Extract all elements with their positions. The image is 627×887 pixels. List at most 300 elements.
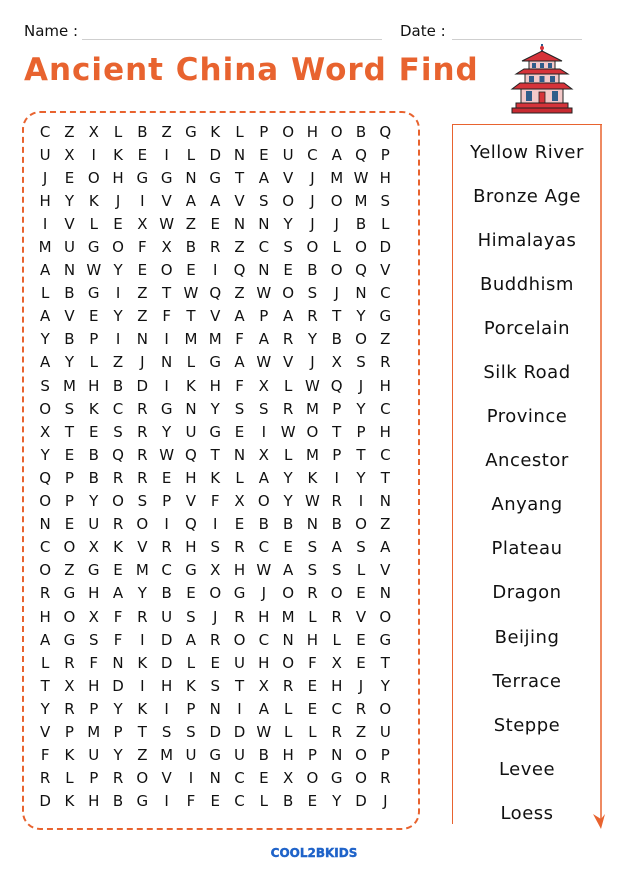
- grid-letter[interactable]: U: [234, 653, 246, 672]
- grid-letter[interactable]: W: [86, 261, 102, 280]
- grid-letter[interactable]: O: [282, 653, 295, 672]
- grid-letter[interactable]: V: [64, 214, 75, 233]
- grid-letter[interactable]: O: [87, 168, 100, 187]
- grid-letter[interactable]: C: [258, 538, 270, 557]
- grid-letter[interactable]: G: [209, 353, 222, 372]
- grid-letter[interactable]: H: [185, 538, 197, 557]
- grid-letter[interactable]: I: [140, 676, 145, 695]
- grid-letter[interactable]: Y: [307, 330, 317, 349]
- grid-letter[interactable]: O: [282, 122, 295, 141]
- grid-letter[interactable]: C: [380, 445, 391, 464]
- grid-letter[interactable]: I: [358, 492, 364, 511]
- grid-letter[interactable]: L: [283, 722, 293, 741]
- grid-letter[interactable]: X: [258, 445, 269, 464]
- grid-letter[interactable]: L: [308, 607, 317, 626]
- grid-letter[interactable]: Q: [112, 445, 124, 464]
- grid-letter[interactable]: Z: [234, 284, 245, 303]
- grid-letter[interactable]: B: [64, 284, 75, 303]
- grid-letter[interactable]: C: [380, 284, 391, 303]
- grid-letter[interactable]: B: [64, 330, 75, 349]
- grid-letter[interactable]: K: [88, 191, 99, 210]
- grid-letter[interactable]: O: [39, 399, 52, 418]
- grid-letter[interactable]: B: [355, 214, 367, 233]
- grid-letter[interactable]: R: [39, 584, 51, 603]
- grid-letter[interactable]: T: [356, 445, 366, 464]
- grid-letter[interactable]: M: [330, 168, 344, 187]
- grid-letter[interactable]: X: [258, 676, 269, 695]
- grid-letter[interactable]: S: [234, 399, 245, 418]
- grid-letter[interactable]: X: [210, 561, 221, 580]
- grid-letter[interactable]: G: [185, 561, 197, 580]
- grid-letter[interactable]: V: [380, 561, 391, 580]
- grid-letter[interactable]: E: [186, 261, 196, 280]
- grid-letter[interactable]: B: [331, 330, 342, 349]
- grid-letter[interactable]: A: [258, 468, 269, 487]
- grid-letter[interactable]: Y: [380, 676, 390, 695]
- grid-letter[interactable]: H: [185, 468, 197, 487]
- grid-letter[interactable]: X: [331, 353, 342, 372]
- grid-letter[interactable]: A: [331, 145, 342, 164]
- grid-letter[interactable]: M: [38, 238, 52, 257]
- grid-letter[interactable]: E: [161, 468, 172, 487]
- grid-letter[interactable]: G: [87, 561, 100, 580]
- grid-letter[interactable]: Y: [40, 699, 50, 718]
- grid-letter[interactable]: A: [380, 538, 391, 557]
- grid-letter[interactable]: G: [379, 307, 392, 326]
- grid-letter[interactable]: Z: [112, 353, 124, 372]
- grid-letter[interactable]: N: [39, 515, 51, 534]
- grid-letter[interactable]: N: [379, 584, 391, 603]
- grid-letter[interactable]: S: [380, 191, 391, 210]
- grid-letter[interactable]: P: [332, 445, 342, 464]
- grid-letter[interactable]: O: [282, 284, 295, 303]
- grid-letter[interactable]: Y: [283, 214, 293, 233]
- grid-letter[interactable]: P: [64, 492, 74, 511]
- grid-letter[interactable]: L: [283, 376, 293, 395]
- grid-letter[interactable]: I: [164, 145, 169, 164]
- grid-letter[interactable]: F: [113, 630, 123, 649]
- grid-letter[interactable]: O: [112, 238, 124, 257]
- grid-letter[interactable]: Z: [137, 307, 148, 326]
- grid-letter[interactable]: C: [331, 699, 342, 718]
- grid-letter[interactable]: Y: [113, 261, 123, 280]
- grid-letter[interactable]: O: [355, 330, 367, 349]
- grid-letter[interactable]: H: [379, 422, 391, 441]
- grid-letter[interactable]: L: [332, 238, 341, 257]
- grid-letter[interactable]: I: [164, 376, 169, 395]
- grid-letter[interactable]: E: [210, 792, 220, 811]
- grid-letter[interactable]: B: [331, 515, 342, 534]
- grid-letter[interactable]: Y: [64, 191, 75, 210]
- grid-letter[interactable]: R: [39, 769, 51, 788]
- grid-letter[interactable]: R: [331, 722, 342, 741]
- grid-letter[interactable]: O: [282, 191, 295, 210]
- grid-letter[interactable]: W: [304, 492, 320, 511]
- grid-letter[interactable]: S: [307, 561, 318, 580]
- grid-letter[interactable]: L: [283, 445, 293, 464]
- grid-letter[interactable]: B: [161, 584, 172, 603]
- grid-letter[interactable]: A: [185, 630, 197, 649]
- grid-letter[interactable]: R: [331, 492, 342, 511]
- grid-letter[interactable]: V: [185, 492, 197, 511]
- grid-letter[interactable]: W: [183, 284, 199, 303]
- grid-letter[interactable]: O: [136, 769, 149, 788]
- grid-letter[interactable]: R: [380, 769, 391, 788]
- grid-letter[interactable]: S: [356, 353, 366, 372]
- grid-letter[interactable]: G: [379, 630, 392, 649]
- grid-letter[interactable]: S: [259, 191, 269, 210]
- grid-letter[interactable]: R: [307, 307, 318, 326]
- grid-letter[interactable]: J: [140, 353, 145, 372]
- grid-letter[interactable]: F: [138, 238, 147, 257]
- grid-letter[interactable]: B: [112, 792, 124, 811]
- grid-letter[interactable]: O: [355, 746, 367, 765]
- grid-letter[interactable]: X: [88, 538, 99, 557]
- grid-letter[interactable]: K: [113, 145, 123, 164]
- grid-letter[interactable]: M: [354, 191, 368, 210]
- grid-letter[interactable]: W: [159, 214, 175, 233]
- grid-letter[interactable]: W: [256, 353, 272, 372]
- grid-letter[interactable]: A: [282, 307, 294, 326]
- grid-letter[interactable]: H: [88, 792, 100, 811]
- grid-letter[interactable]: Y: [89, 492, 99, 511]
- grid-letter[interactable]: N: [161, 353, 173, 372]
- grid-letter[interactable]: X: [137, 214, 148, 233]
- grid-letter[interactable]: Y: [283, 468, 293, 487]
- grid-letter[interactable]: O: [306, 422, 319, 441]
- grid-letter[interactable]: D: [160, 630, 173, 649]
- grid-letter[interactable]: F: [113, 607, 123, 626]
- grid-letter[interactable]: M: [135, 561, 149, 580]
- grid-letter[interactable]: R: [210, 238, 221, 257]
- grid-letter[interactable]: W: [256, 561, 272, 580]
- grid-letter[interactable]: K: [210, 122, 221, 141]
- grid-letter[interactable]: T: [234, 676, 245, 695]
- grid-letter[interactable]: G: [63, 584, 76, 603]
- grid-letter[interactable]: C: [307, 145, 318, 164]
- grid-letter[interactable]: P: [380, 746, 390, 765]
- letter-grid[interactable]: [33, 120, 411, 813]
- grid-letter[interactable]: L: [186, 653, 196, 672]
- grid-letter[interactable]: V: [40, 722, 51, 741]
- grid-letter[interactable]: X: [40, 422, 51, 441]
- grid-letter[interactable]: Z: [64, 561, 75, 580]
- grid-letter[interactable]: N: [233, 214, 246, 233]
- grid-letter[interactable]: R: [282, 399, 294, 418]
- grid-letter[interactable]: Q: [209, 284, 222, 303]
- grid-letter[interactable]: L: [113, 122, 123, 141]
- grid-letter[interactable]: S: [186, 722, 196, 741]
- grid-letter[interactable]: A: [258, 168, 269, 187]
- grid-letter[interactable]: F: [210, 492, 220, 511]
- grid-letter[interactable]: N: [185, 168, 197, 187]
- grid-letter[interactable]: Y: [40, 445, 50, 464]
- grid-letter[interactable]: D: [112, 676, 124, 695]
- grid-letter[interactable]: O: [112, 492, 124, 511]
- grid-letter[interactable]: R: [210, 630, 221, 649]
- grid-letter[interactable]: G: [209, 746, 222, 765]
- grid-letter[interactable]: H: [379, 376, 391, 395]
- grid-letter[interactable]: V: [282, 168, 294, 187]
- grid-letter[interactable]: E: [356, 584, 366, 603]
- grid-letter[interactable]: M: [281, 607, 295, 626]
- grid-letter[interactable]: O: [330, 261, 343, 280]
- grid-letter[interactable]: C: [39, 538, 51, 557]
- grid-letter[interactable]: E: [64, 515, 75, 534]
- grid-letter[interactable]: Q: [185, 445, 197, 464]
- grid-letter[interactable]: R: [234, 607, 245, 626]
- grid-letter[interactable]: S: [331, 561, 342, 580]
- grid-letter[interactable]: E: [89, 307, 99, 326]
- grid-letter[interactable]: L: [259, 792, 268, 811]
- grid-letter[interactable]: I: [115, 284, 121, 303]
- grid-letter[interactable]: F: [162, 307, 171, 326]
- grid-letter[interactable]: Q: [233, 261, 246, 280]
- grid-letter[interactable]: V: [282, 353, 294, 372]
- grid-letter[interactable]: G: [330, 769, 343, 788]
- grid-letter[interactable]: E: [307, 792, 318, 811]
- grid-letter[interactable]: C: [258, 238, 270, 257]
- grid-letter[interactable]: N: [282, 630, 294, 649]
- grid-letter[interactable]: O: [63, 538, 76, 557]
- grid-letter[interactable]: W: [280, 422, 296, 441]
- grid-letter[interactable]: M: [87, 722, 101, 741]
- grid-letter[interactable]: V: [64, 307, 75, 326]
- grid-letter[interactable]: E: [259, 145, 269, 164]
- grid-letter[interactable]: P: [259, 122, 269, 141]
- grid-letter[interactable]: X: [64, 676, 75, 695]
- name-line[interactable]: [82, 39, 382, 40]
- grid-letter[interactable]: U: [88, 746, 100, 765]
- grid-letter[interactable]: N: [258, 261, 270, 280]
- grid-letter[interactable]: H: [88, 376, 100, 395]
- grid-letter[interactable]: G: [87, 238, 100, 257]
- grid-letter[interactable]: B: [88, 445, 99, 464]
- grid-letter[interactable]: J: [310, 214, 315, 233]
- grid-letter[interactable]: T: [332, 307, 342, 326]
- grid-letter[interactable]: H: [331, 676, 343, 695]
- grid-letter[interactable]: J: [115, 191, 121, 210]
- grid-letter[interactable]: A: [40, 261, 51, 280]
- grid-letter[interactable]: Y: [137, 584, 147, 603]
- grid-letter[interactable]: X: [282, 769, 294, 788]
- grid-letter[interactable]: R: [112, 769, 124, 788]
- grid-letter[interactable]: J: [310, 191, 315, 210]
- grid-letter[interactable]: H: [39, 191, 51, 210]
- grid-letter[interactable]: W: [159, 445, 175, 464]
- grid-letter[interactable]: A: [185, 191, 197, 210]
- grid-letter[interactable]: K: [210, 468, 221, 487]
- grid-letter[interactable]: V: [161, 191, 172, 210]
- grid-letter[interactable]: P: [162, 492, 172, 511]
- grid-letter[interactable]: D: [209, 145, 221, 164]
- grid-letter[interactable]: E: [234, 515, 245, 534]
- grid-letter[interactable]: K: [137, 653, 148, 672]
- grid-letter[interactable]: L: [186, 145, 196, 164]
- grid-letter[interactable]: D: [233, 722, 246, 741]
- grid-letter[interactable]: W: [353, 168, 369, 187]
- grid-letter[interactable]: E: [259, 769, 269, 788]
- grid-letter[interactable]: A: [258, 699, 269, 718]
- grid-letter[interactable]: C: [39, 122, 51, 141]
- grid-letter[interactable]: L: [283, 699, 293, 718]
- grid-letter[interactable]: V: [234, 191, 245, 210]
- grid-letter[interactable]: P: [89, 699, 99, 718]
- grid-letter[interactable]: R: [331, 607, 342, 626]
- grid-letter[interactable]: I: [164, 792, 169, 811]
- grid-letter[interactable]: R: [112, 468, 124, 487]
- grid-letter[interactable]: O: [355, 769, 367, 788]
- grid-letter[interactable]: O: [306, 238, 319, 257]
- grid-letter[interactable]: R: [137, 445, 148, 464]
- grid-letter[interactable]: H: [258, 653, 270, 672]
- grid-letter[interactable]: X: [88, 607, 99, 626]
- grid-letter[interactable]: Y: [113, 746, 123, 765]
- grid-letter[interactable]: R: [380, 353, 391, 372]
- grid-letter[interactable]: R: [137, 422, 148, 441]
- grid-letter[interactable]: I: [140, 191, 145, 210]
- grid-letter[interactable]: K: [64, 792, 75, 811]
- grid-letter[interactable]: E: [210, 214, 220, 233]
- grid-letter[interactable]: C: [234, 792, 245, 811]
- grid-letter[interactable]: P: [186, 699, 196, 718]
- grid-letter[interactable]: R: [64, 699, 75, 718]
- grid-letter[interactable]: A: [234, 353, 245, 372]
- grid-letter[interactable]: I: [42, 214, 48, 233]
- grid-letter[interactable]: K: [186, 676, 196, 695]
- grid-letter[interactable]: O: [282, 584, 295, 603]
- grid-letter[interactable]: P: [332, 399, 342, 418]
- grid-letter[interactable]: I: [213, 261, 218, 280]
- grid-letter[interactable]: E: [283, 538, 293, 557]
- grid-letter[interactable]: R: [137, 468, 148, 487]
- grid-letter[interactable]: P: [307, 746, 317, 765]
- grid-letter[interactable]: L: [89, 214, 98, 233]
- grid-letter[interactable]: I: [164, 515, 169, 534]
- grid-letter[interactable]: Y: [113, 307, 123, 326]
- grid-letter[interactable]: L: [40, 284, 50, 303]
- grid-letter[interactable]: E: [113, 561, 123, 580]
- grid-letter[interactable]: O: [355, 515, 367, 534]
- grid-letter[interactable]: J: [213, 607, 218, 626]
- grid-letter[interactable]: O: [379, 699, 392, 718]
- grid-letter[interactable]: M: [160, 746, 174, 765]
- grid-letter[interactable]: S: [307, 538, 318, 557]
- grid-letter[interactable]: N: [63, 261, 76, 280]
- grid-letter[interactable]: X: [258, 376, 269, 395]
- grid-letter[interactable]: X: [88, 122, 99, 141]
- grid-letter[interactable]: E: [89, 422, 99, 441]
- grid-letter[interactable]: G: [136, 792, 149, 811]
- grid-letter[interactable]: L: [381, 214, 390, 233]
- grid-letter[interactable]: O: [257, 492, 270, 511]
- grid-letter[interactable]: O: [330, 191, 343, 210]
- grid-letter[interactable]: Z: [185, 214, 197, 233]
- grid-letter[interactable]: H: [88, 676, 100, 695]
- grid-letter[interactable]: I: [164, 699, 169, 718]
- grid-letter[interactable]: I: [334, 468, 339, 487]
- grid-letter[interactable]: N: [233, 145, 246, 164]
- grid-letter[interactable]: S: [210, 538, 220, 557]
- grid-letter[interactable]: U: [379, 722, 391, 741]
- grid-letter[interactable]: Y: [64, 353, 75, 372]
- grid-letter[interactable]: K: [113, 538, 123, 557]
- grid-letter[interactable]: T: [186, 307, 196, 326]
- grid-letter[interactable]: G: [63, 630, 76, 649]
- grid-letter[interactable]: O: [379, 607, 392, 626]
- grid-letter[interactable]: J: [310, 168, 315, 187]
- grid-letter[interactable]: Y: [113, 699, 123, 718]
- grid-letter[interactable]: K: [88, 399, 99, 418]
- grid-letter[interactable]: F: [186, 792, 196, 811]
- grid-letter[interactable]: I: [140, 630, 145, 649]
- grid-letter[interactable]: H: [306, 122, 319, 141]
- grid-letter[interactable]: R: [234, 538, 245, 557]
- grid-letter[interactable]: L: [65, 769, 74, 788]
- grid-letter[interactable]: L: [89, 353, 98, 372]
- grid-letter[interactable]: Y: [332, 792, 342, 811]
- grid-letter[interactable]: Q: [355, 145, 367, 164]
- grid-letter[interactable]: H: [160, 676, 173, 695]
- grid-letter[interactable]: H: [112, 168, 124, 187]
- grid-letter[interactable]: O: [209, 584, 222, 603]
- grid-letter[interactable]: R: [64, 653, 75, 672]
- grid-letter[interactable]: D: [355, 792, 367, 811]
- grid-letter[interactable]: A: [40, 630, 51, 649]
- grid-letter[interactable]: Z: [137, 746, 148, 765]
- grid-letter[interactable]: A: [40, 353, 51, 372]
- grid-letter[interactable]: A: [331, 538, 342, 557]
- grid-letter[interactable]: B: [355, 122, 367, 141]
- grid-letter[interactable]: X: [161, 238, 172, 257]
- grid-letter[interactable]: C: [161, 561, 172, 580]
- grid-letter[interactable]: O: [330, 122, 343, 141]
- grid-letter[interactable]: P: [64, 722, 74, 741]
- grid-letter[interactable]: K: [307, 468, 318, 487]
- grid-letter[interactable]: D: [39, 792, 51, 811]
- grid-letter[interactable]: G: [160, 399, 173, 418]
- grid-letter[interactable]: E: [234, 422, 245, 441]
- grid-letter[interactable]: W: [256, 284, 272, 303]
- grid-letter[interactable]: F: [235, 330, 244, 349]
- grid-letter[interactable]: M: [184, 330, 198, 349]
- grid-letter[interactable]: A: [234, 307, 245, 326]
- grid-letter[interactable]: P: [64, 468, 74, 487]
- date-line[interactable]: [452, 39, 582, 40]
- grid-letter[interactable]: N: [209, 699, 221, 718]
- grid-letter[interactable]: O: [355, 238, 367, 257]
- grid-letter[interactable]: R: [112, 515, 124, 534]
- grid-letter[interactable]: U: [282, 145, 294, 164]
- grid-letter[interactable]: I: [261, 422, 267, 441]
- grid-letter[interactable]: B: [258, 515, 269, 534]
- grid-letter[interactable]: O: [233, 630, 246, 649]
- grid-letter[interactable]: R: [355, 699, 367, 718]
- grid-letter[interactable]: J: [42, 168, 48, 187]
- grid-letter[interactable]: S: [88, 630, 99, 649]
- grid-letter[interactable]: A: [210, 191, 221, 210]
- grid-letter[interactable]: U: [88, 515, 100, 534]
- grid-letter[interactable]: J: [310, 353, 315, 372]
- grid-letter[interactable]: O: [306, 769, 319, 788]
- grid-letter[interactable]: E: [356, 630, 366, 649]
- grid-letter[interactable]: Z: [380, 515, 391, 534]
- grid-letter[interactable]: C: [112, 399, 124, 418]
- grid-letter[interactable]: B: [258, 746, 269, 765]
- grid-letter[interactable]: T: [210, 445, 220, 464]
- grid-letter[interactable]: R: [282, 330, 294, 349]
- grid-letter[interactable]: Q: [185, 515, 197, 534]
